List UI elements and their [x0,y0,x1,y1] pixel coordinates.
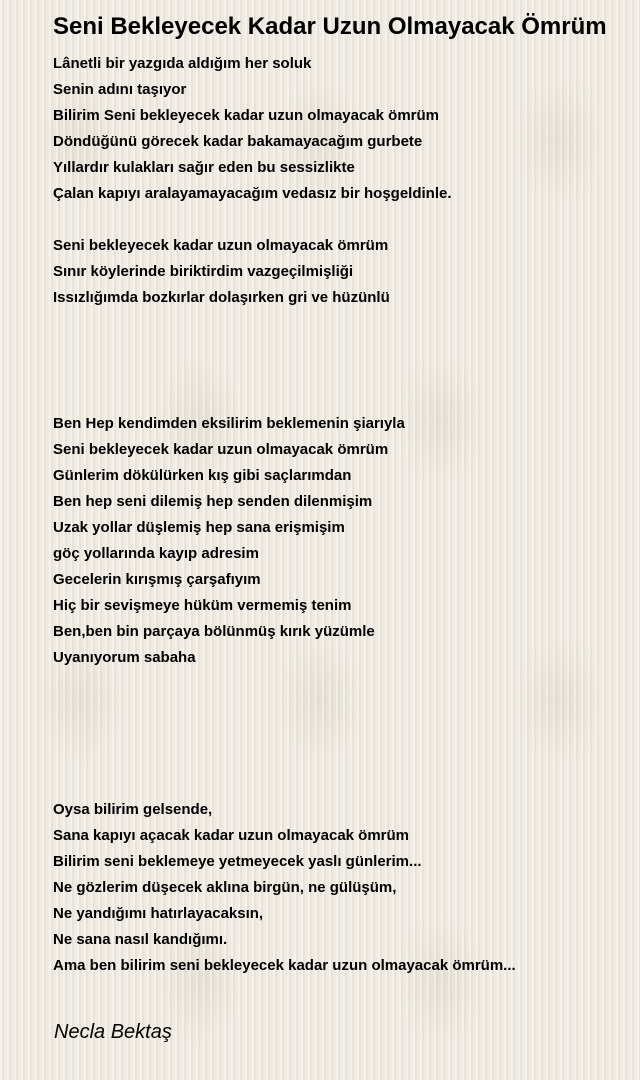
poem-line: Ne sana nasıl kandığımı. [53,931,228,948]
poem-line: Ama ben bilirim seni bekleyecek kadar uzun olmayacak ömrüm... [53,957,516,974]
stanza-2 [53,233,390,311]
poem-line: Günlerim dökülürken kış gibi saçlarımdan [53,467,352,484]
poem-title: Seni Bekleyecek Kadar Uzun Olmayacak Ömrüm [53,13,607,40]
stanza-4 [53,797,516,979]
stanza-1 [53,51,452,207]
poem-line: Oysa bilirim gelsende, [53,801,213,818]
poem-line: Ben,ben bin parçaya bölünmüş kırık yüzümle [53,623,375,640]
poem-line: Hiç bir sevişmeye hüküm vermemiş tenim [53,597,352,614]
poem-line: Lânetli bir yazgıda aldığım her soluk [53,55,312,72]
poem-line: Sınır köylerinde biriktirdim vazgeçilmişliği [53,263,354,280]
poem-line: Seni bekleyecek kadar uzun olmayacak ömrüm [53,237,389,254]
poem-line: Bilirim Seni bekleyecek kadar uzun olmayacak ömrüm [53,107,440,124]
poem-line: Bilirim seni beklemeye yetmeyecek yaslı günlerim... [53,853,422,870]
poem-line: Ben hep seni dilemiş hep senden dilenmişim [53,493,373,510]
poem-line: Çalan kapıyı aralayamayacağım vedasız bir hoşgeldinle. [53,185,452,202]
poem-line: göç yollarında kayıp adresim [53,545,259,562]
poem-line: Döndüğünü görecek kadar bakamayacağım gurbete [53,133,423,150]
poem-line: Senin adını taşıyor [53,81,187,98]
poem-author: Necla Bektaş [54,1021,172,1043]
poem-line: Uzak yollar düşlemiş hep sana erişmişim [53,519,345,536]
poem-line: Ne gözlerim düşecek aklına birgün, ne gülüşüm, [53,879,397,896]
poem-line: Ben Hep kendimden eksilirim beklemenin şiarıyla [53,415,405,432]
poem-line: Issızlığımda bozkırlar dolaşırken gri ve hüzünlü [53,289,390,306]
poem-line: Ne yandığımı hatırlayacaksın, [53,905,264,922]
stanza-3 [53,411,405,671]
poem-line: Uyanıyorum sabaha [53,649,196,666]
poem-line: Gecelerin kırışmış çarşafıyım [53,571,261,588]
poem-line: Sana kapıyı açacak kadar uzun olmayacak ömrüm [53,827,410,844]
poem-line: Seni bekleyecek kadar uzun olmayacak ömrüm [53,441,389,458]
poem-line: Yıllardır kulakları sağır eden bu sessizlikte [53,159,355,176]
